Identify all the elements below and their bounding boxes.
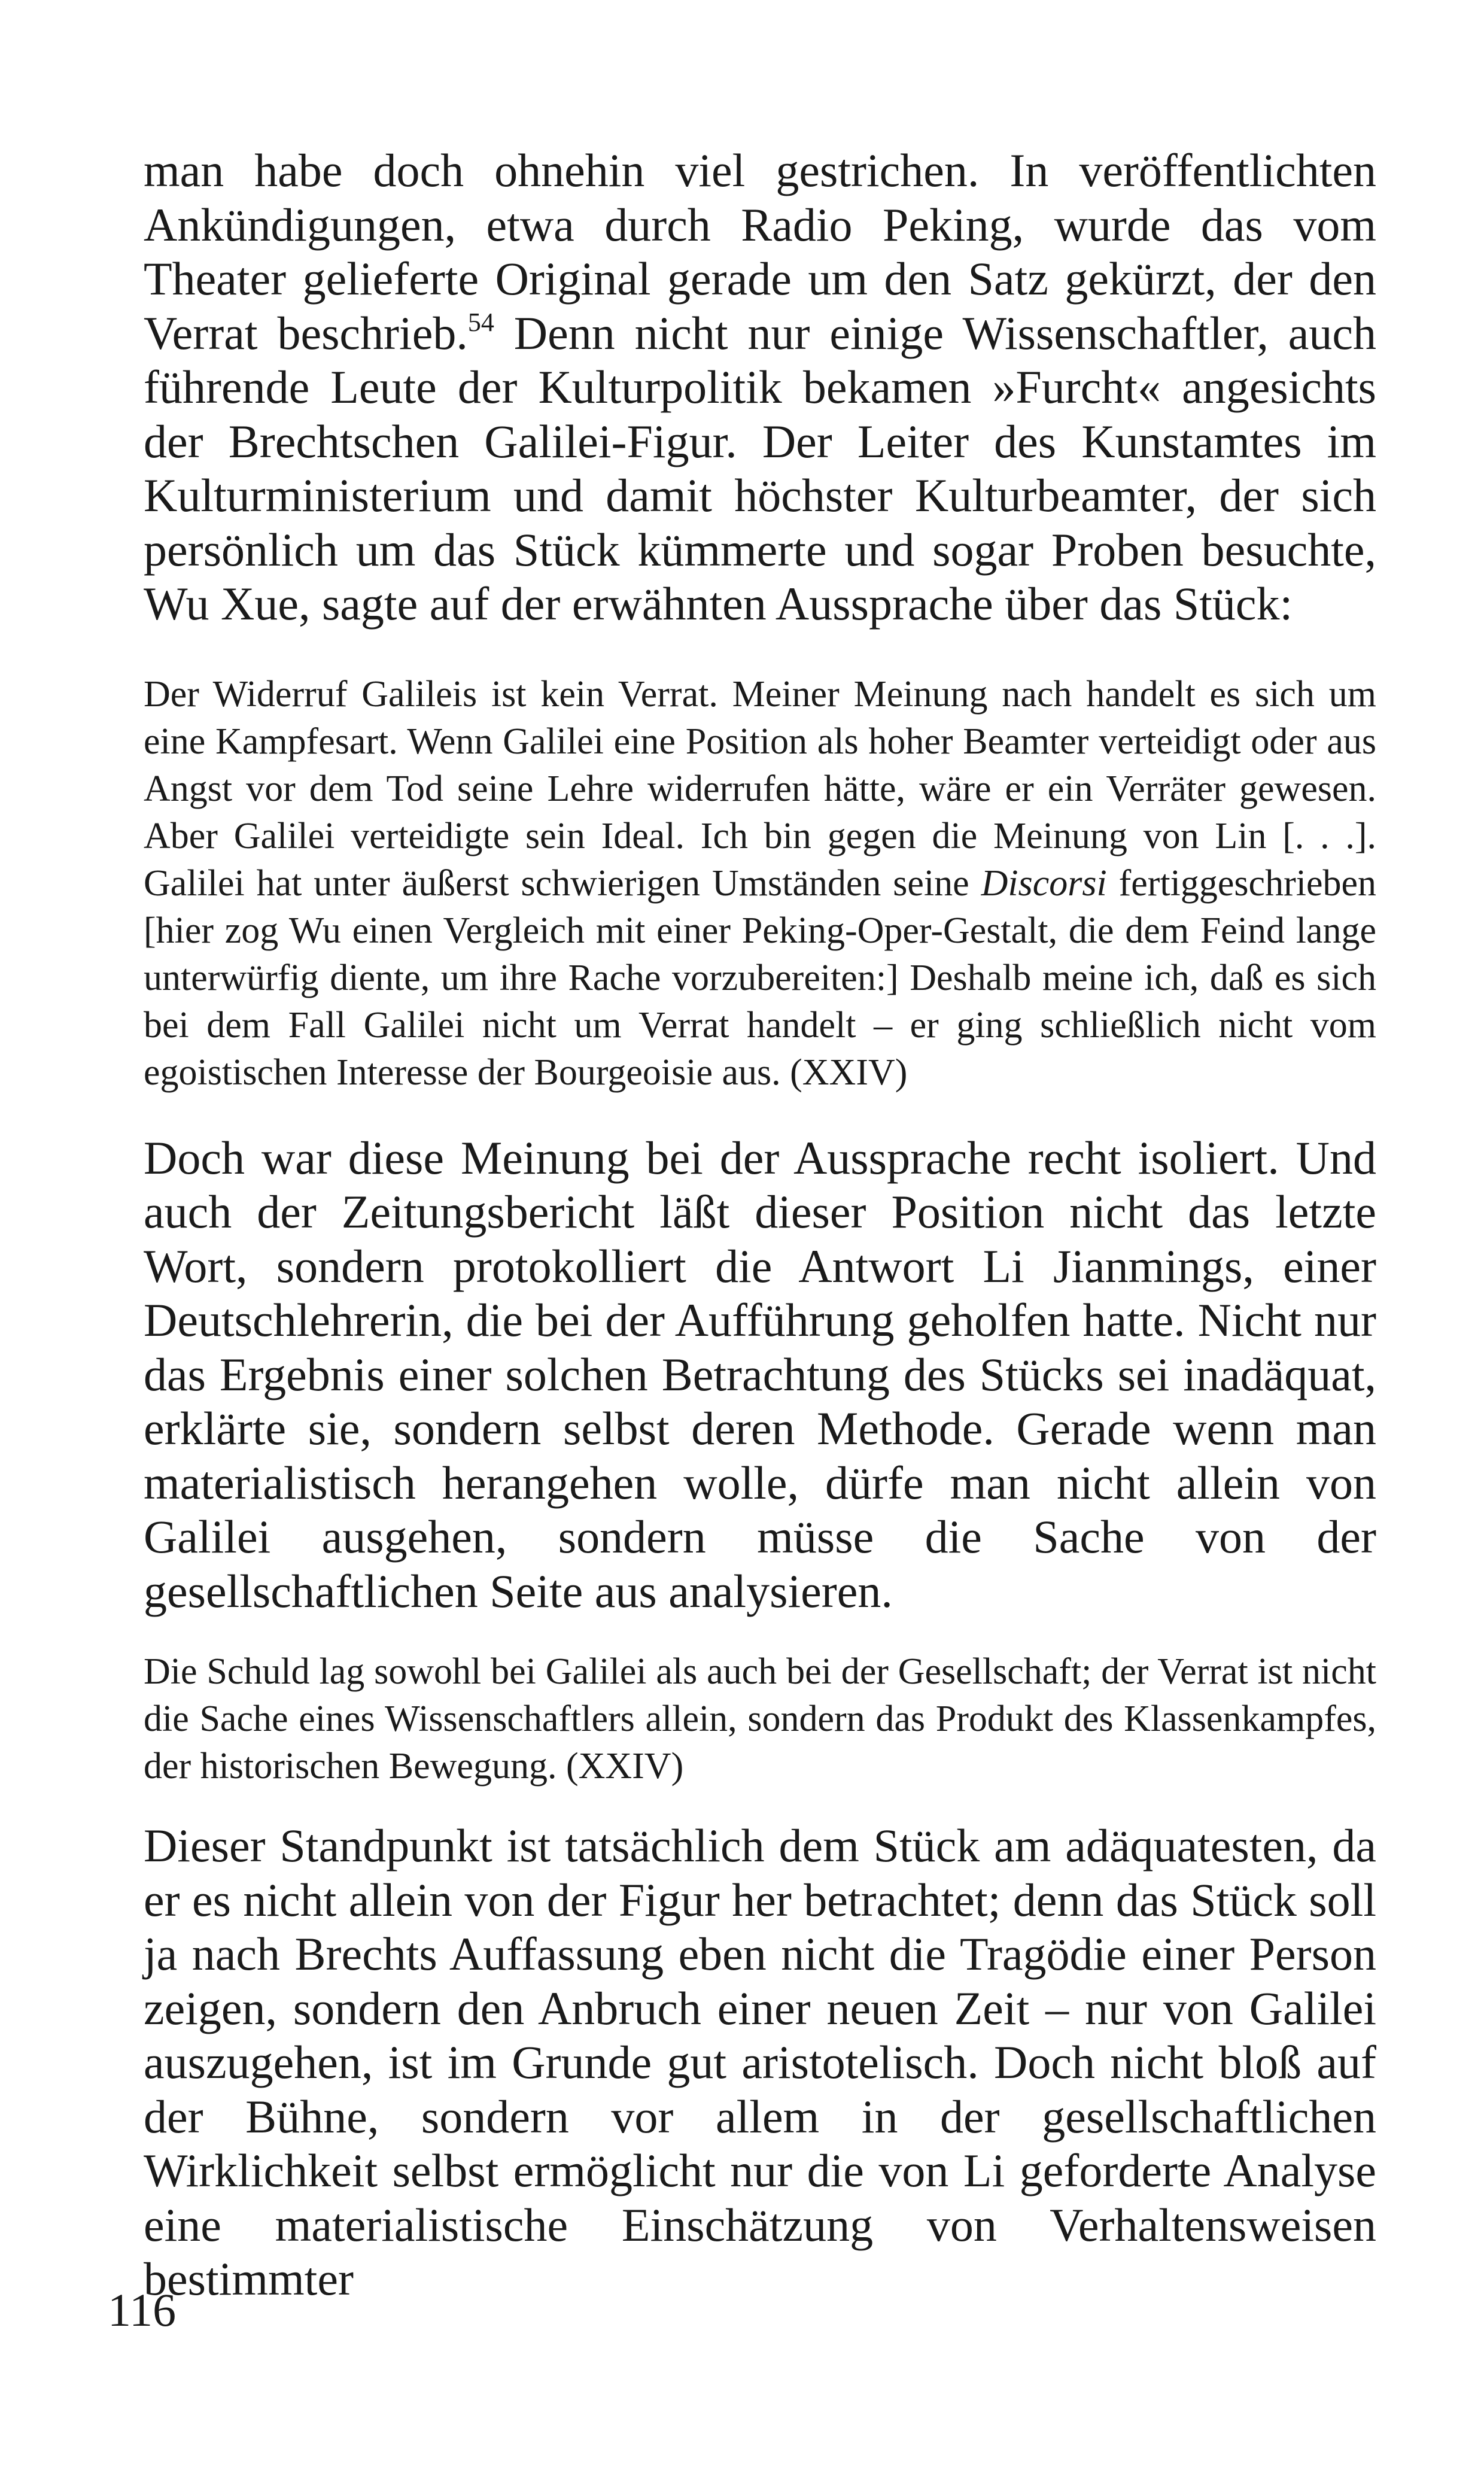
body-paragraph-1 [144, 144, 1376, 631]
spacer [144, 1618, 1376, 1648]
spacer [144, 1096, 1376, 1131]
italic-title-discorsi: Discorsi [981, 862, 1107, 904]
quote-1-text-before-italic: Der Widerruf Galileis ist kein Verrat. Meiner Meinung nach handelt es sich um eine Kampfesart. Wenn Galilei eine Position als hoher Beamter verteidigt oder aus Angst vor dem Tod seine Lehre widerrufen hätte, wäre er ein Verräter gewesen. Aber Galilei verteidigte sein Ideal. Ich bin gegen die Meinung von Lin [. . .]. Galilei hat unter äußerst schwierigen Umständen seine [144, 673, 1376, 904]
body-paragraph-3: Dieser Standpunkt ist tatsächlich dem Stück am adäquatesten, da er es nicht allein von der Figur her betrachtet; denn das Stück soll ja nach Brechts Auffassung eben nicht die Tragödie einer Person zeigen, sondern den Anbruch einer neuen Zeit – nur von Galilei auszugehen, ist im Grunde gut aristotelisch. Doch nicht bloß auf der Bühne, sondern vor allem in der gesellschaftlichen Wirklichkeit selbst ermöglicht nur die von Li geforderte Analyse eine materialistische Einschätzung von Verhaltensweisen bestimmter [144, 1819, 1376, 2305]
block-quote-2: Die Schuld lag sowohl bei Galilei als auch bei der Gesellschaft; der Verrat ist nicht die Sache eines Wissenschaftlers allein, sondern das Produkt des Klassenkampfes, der historischen Bewegung. (XXIV) [144, 1651, 1376, 1787]
footnote-reference-54: 54 [467, 307, 494, 337]
page-number: 116 [108, 2284, 177, 2336]
spacer [144, 1790, 1376, 1819]
block-quote-1 [144, 671, 1376, 1096]
paragraph-1-text-after-note: Denn nicht nur einige Wissenschaftler, auch führende Leute der Kulturpolitik bekamen »Furcht« angesichts der Brechtschen Galilei-Figur. Der Leiter des Kunstamtes im Kulturministerium und damit höchster Kulturbeamter, der sich persönlich um das Stück kümmerte und sogar Proben besuchte, Wu Xue, sagte auf der erwähnten Aussprache über das Stück: [144, 306, 1376, 630]
spacer [144, 631, 1376, 671]
paragraph-1-text-before-note: man habe doch ohnehin viel gestrichen. In veröffentlichten Ankündigungen, etwa durch Radio Peking, wurde das vom Theater gelieferte Original gerade um den Satz gekürzt, der den Verrat beschrieb. [144, 144, 1376, 359]
body-paragraph-2: Doch war diese Meinung bei der Aussprache recht isoliert. Und auch der Zeitungsbericht läßt dieser Position nicht das letzte Wort, sondern protokolliert die Antwort Li Jianmings, einer Deutschlehrerin, die bei der Aufführung geholfen hatte. Nicht nur das Ergebnis einer solchen Betrachtung des Stücks sei inadäquat, erklärte sie, sondern selbst deren Methode. Gerade wenn man materialistisch herangehen wolle, dürfe man nicht allein von Galilei ausgehen, sondern müsse die Sache von der gesellschaftlichen Seite aus analysieren. [144, 1131, 1376, 1617]
page-body [144, 144, 1376, 2307]
quote-1-text-after-italic: fertiggeschrieben [hier zog Wu einen Vergleich mit einer Peking-Oper-Gestalt, die dem Feind lange unterwürfig diente, um ihre Rache vorzubereiten:] Deshalb meine ich, daß es sich bei dem Fall Galilei nicht um Verrat handelt – er ging schließlich nicht vom egoistischen Interesse der Bourgeoisie aus. (XXIV) [144, 862, 1376, 1093]
